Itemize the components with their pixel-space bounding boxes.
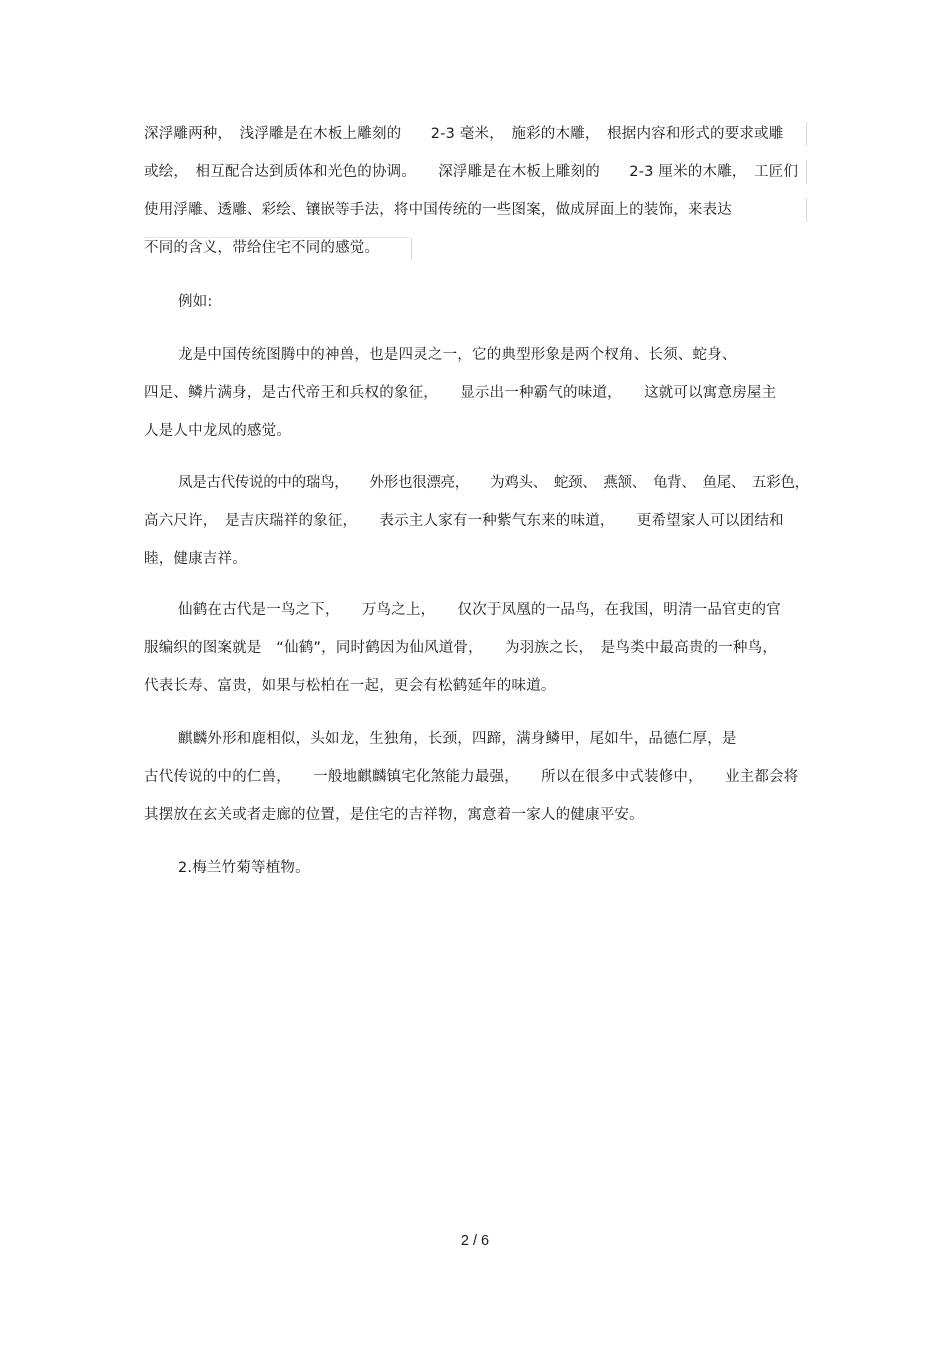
paragraph-line: 仙鹤在古代是一鸟之下， 万鸟之上， 仅次于凤凰的一品鸟，在我国，明清一品官吏的官 [178, 602, 781, 618]
text-box-edge [411, 238, 412, 260]
page-number: 2 / 6 [460, 1233, 490, 1249]
text-box-edge [806, 198, 807, 222]
paragraph-line: 睦，健康吉祥。 [144, 551, 247, 567]
paragraph-line: 高六尺许， 是吉庆瑞祥的象征， 表示主人家有一种紫气东来的味道， 更希望家人可以团结和 [144, 513, 784, 529]
text-box-edge [806, 160, 807, 184]
paragraph-line: 或绘， 相互配合达到质体和光色的协调。 深浮雕是在木板上雕刻的 2-3 厘米的木雕， 工匠们 [144, 164, 799, 180]
paragraph-line: 凤是古代传说的中的瑞鸟， 外形也很漂亮， 为鸡头、 蛇颈、 燕颔、 龟背、 鱼尾、 五彩色， [178, 475, 809, 491]
text-box-edge [144, 237, 411, 238]
paragraph-line: 使用浮雕、透雕、彩绘、镶嵌等手法，将中国传统的一些图案，做成屏面上的装饰，来表达 [144, 202, 732, 218]
paragraph-line: 古代传说的中的仁兽， 一般地麒麟镇宅化煞能力最强， 所以在很多中式装修中， 业主都会将 [144, 769, 799, 785]
paragraph-line: 龙是中国传统图腾中的神兽，也是四灵之一，它的典型形象是两个杈角、长须、蛇身、 [178, 347, 737, 363]
paragraph-line: 服编织的图案就是 “仙鹤”，同时鹤因为仙风道骨， 为羽族之长， 是鸟类中最高贵的一种鸟， [144, 640, 778, 656]
paragraph-line: 深浮雕两种， 浅浮雕是在木板上雕刻的 2-3 毫米， 施彩的木雕， 根据内容和形式的要求或雕 [144, 126, 784, 142]
paragraph-line: 不同的含义，带给住宅不同的感觉。 [144, 240, 380, 256]
paragraph-line: 麒麟外形和鹿相似，头如龙，生独角，长颈，四蹄，满身鳞甲，尾如牛，品德仁厚，是 [178, 731, 737, 747]
paragraph-line: 四足、鳞片满身，是古代帝王和兵权的象征， 显示出一种霸气的味道， 这就可以寓意房屋主 [144, 385, 777, 401]
section-heading: 2.梅兰竹菊等植物。 [178, 860, 310, 876]
text-box-edge [806, 122, 807, 146]
paragraph-line: 人是人中龙凤的感觉。 [144, 423, 291, 439]
example-label: 例如: [178, 294, 213, 310]
paragraph-line: 代表长寿、富贵，如果与松柏在一起，更会有松鹤延年的味道。 [144, 678, 556, 694]
paragraph-line: 其摆放在玄关或者走廊的位置，是住宅的吉祥物，寓意着一家人的健康平安。 [144, 807, 644, 823]
